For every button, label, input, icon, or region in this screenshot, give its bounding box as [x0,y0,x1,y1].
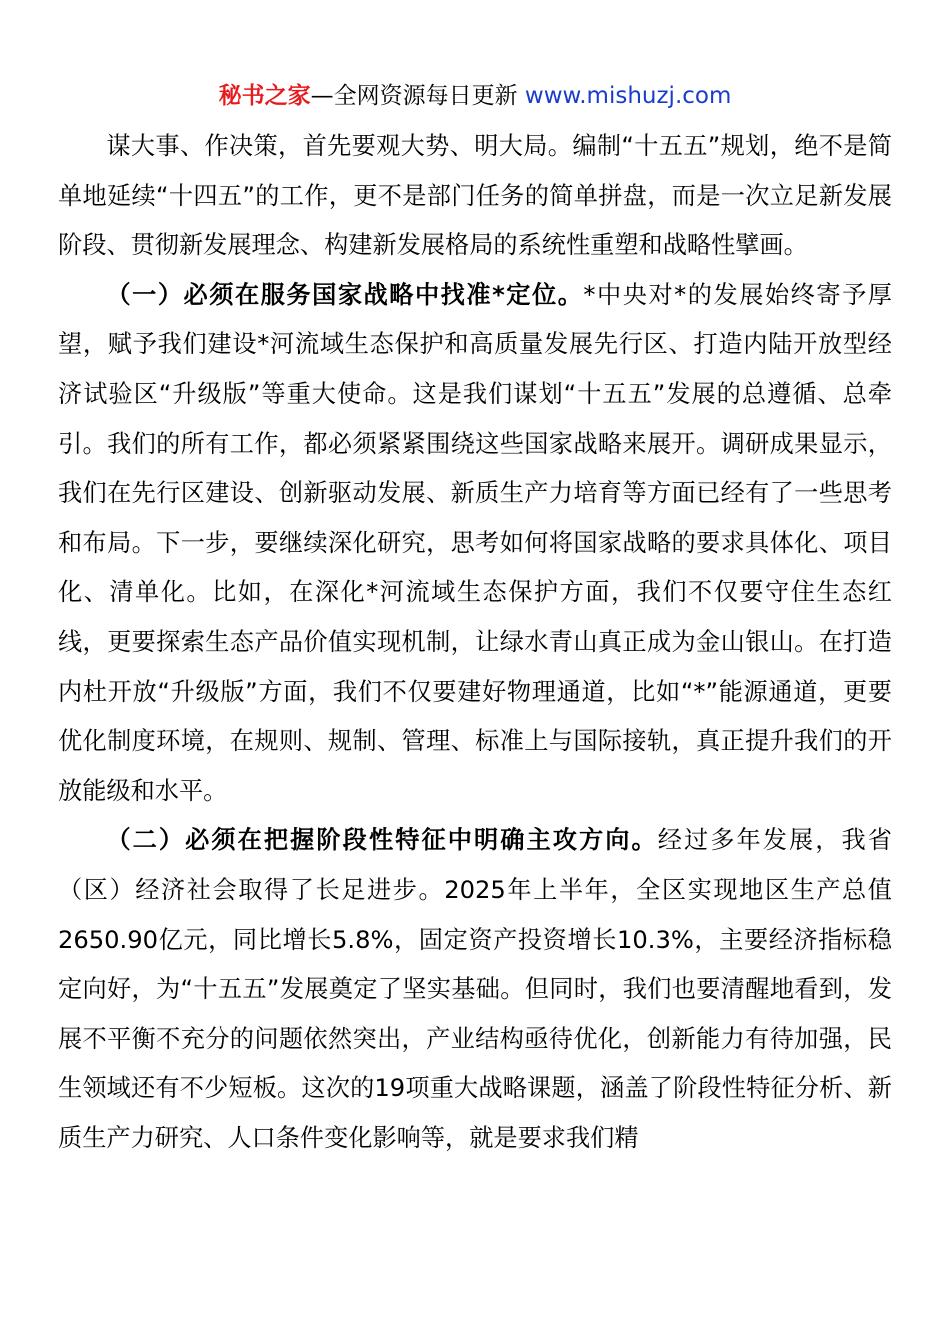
site-tagline: —全网资源每日更新 [310,83,525,109]
paragraph-text: *中央对*的发展始终寄予厚望，赋予我们建设*河流域生态保护和高质量发展先行区、打造内陆开放型经济试验区“升级版”等重大使命。这是我们谋划“十五五”发展的总遵循、总牵引。我们的所有工作，都必须紧紧围绕这些国家战略来展开。调研成果显示，我们在先行区建设、创新驱动发展、新质生产力培育等方面已经有了一些思考和布局。下一步，要继续深化研究，思考如何将国家战略的要求具体化、项目化、清单化。比如，在深化*河流域生态保护方面，我们不仅要守住生态红线，更要探索生态产品价值实现机制，让绿水青山真正成为金山银山。在打造内杜开放“升级版”方面，我们不仅要建好物理通道，比如“*”能源通道，更要优化制度环境，在规则、规制、管理、标准上与国际接轨，真正提升我们的开放能级和水平。 [58,280,892,805]
paragraph-heading: （二）必须在把握阶段性特征中明确主攻方向。 [106,826,658,855]
site-header [0,80,950,112]
paragraph-text: 经过多年发展，我省（区）经济社会取得了长足进步。2025年上半年，全区实现地区生产总值2650.90亿元，同比增长5.8%，固定资产投资增长10.3%，主要经济指标稳定向好，为“十五五”发展奠定了坚实基础。但同时，我们也要清醒地看到，发展不平衡不充分的问题依然突出，产业结构亟待优化，创新能力有待加强，民生领域还有不少短板。这次的19项重大战略课题，涵盖了阶段性特征分析、新质生产力研究、人口条件变化影响等，就是要求我们精 [58,826,892,1152]
paragraph-section-1 [58,271,892,817]
paragraph-text: 谋大事、作决策，首先要观大势、明大局。编制“十五五”规划，绝不是简单地延续“十四五”的工作，更不是部门任务的简单拼盘，而是一次立足新发展阶段、贯彻新发展理念、构建新发展格局的系统性重塑和战略性擘画。 [58,132,892,260]
site-brand: 秘书之家 [218,83,311,109]
paragraph-section-2 [58,816,892,1163]
site-url-link[interactable]: www.mishuzj.com [524,83,732,109]
paragraph-intro [58,122,892,271]
document-body [58,122,892,1163]
paragraph-heading: （一）必须在服务国家战略中找准*定位。 [106,280,584,309]
